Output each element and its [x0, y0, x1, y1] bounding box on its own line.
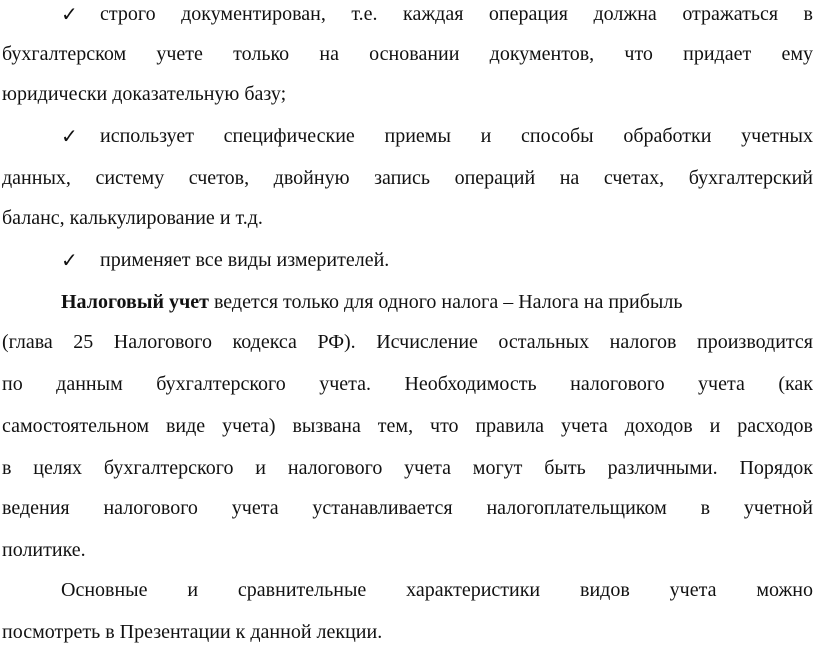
tax-accounting-term: Налоговый учет: [61, 291, 209, 313]
bullet-1-line-2: бухгалтерском учете только на основании документов, что придает ему: [2, 43, 813, 65]
check-icon: ✓: [61, 124, 78, 148]
tax-paragraph-line-1: [61, 282, 813, 322]
bullet-1-line-3: юридически доказательную базу;: [2, 83, 287, 105]
presentation-paragraph-line-2: посмотреть в Презентации к данной лекции.: [2, 621, 383, 643]
bullet-2-line-2: данных, систему счетов, двойную запись операций на счетах, бухгалтерский: [2, 167, 813, 189]
bullet-1-line-1: строго документирован, т.е. каждая операция должна отражаться в: [100, 3, 813, 25]
tax-paragraph-line-4: самостоятельном виде учета) вызвана тем, что правила учета доходов и расходов: [2, 415, 813, 437]
bullet-2-line-3: баланс, калькулирование и т.д.: [2, 207, 263, 229]
bullet-2-line-1: использует специфические приемы и способы обработки учетных: [100, 125, 813, 147]
tax-paragraph-line-6: ведения налогового учета устанавливается налогоплательщиком в учетной: [2, 497, 813, 519]
check-icon: ✓: [61, 2, 78, 26]
tax-paragraph-line-5: в целях бухгалтерского и налогового учета могут быть различными. Порядок: [2, 457, 813, 479]
tax-paragraph-line-1-text: ведется только для одного налога – Налога на прибыль: [213, 291, 683, 313]
check-icon: ✓: [61, 248, 78, 272]
tax-paragraph-line-2: (глава 25 Налогового кодекса РФ). Исчисление остальных налогов производится: [2, 331, 813, 353]
tax-paragraph-line-3: по данным бухгалтерского учета. Необходимость налогового учета (как: [2, 373, 813, 395]
bullet-3-line-1: применяет все виды измерителей.: [100, 249, 390, 271]
presentation-paragraph-line-1: Основные и сравнительные характеристики видов учета можно: [61, 579, 813, 601]
tax-paragraph-line-7: политике.: [2, 539, 86, 561]
